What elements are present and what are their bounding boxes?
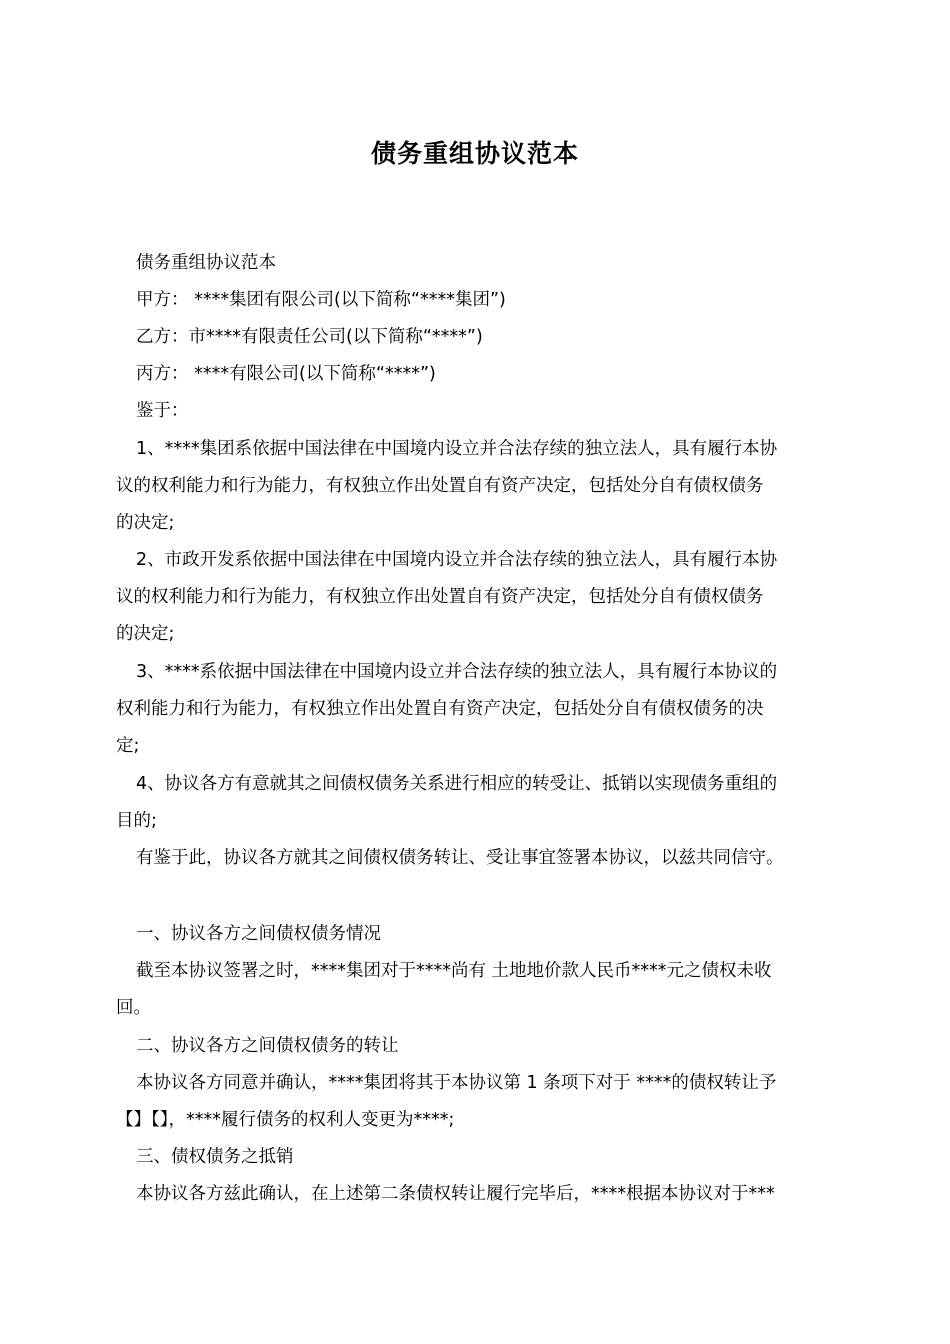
paragraph-line: 议的权利能力和行为能力，有权独立作出处置自有资产决定，包括处分自有债权债务: [116, 476, 764, 496]
paragraph-line: 2、市政开发系依据中国法律在中国境内设立并合法存续的独立法人，具有履行本协: [136, 550, 778, 570]
paragraph-line: 3、****系依据中国法律在中国境内设立并合法存续的独立法人，具有履行本协议的: [136, 662, 778, 682]
paragraph-line: 目的;: [116, 811, 157, 831]
paragraph-line: 的决定;: [116, 624, 175, 644]
section-heading: 二、协议各方之间债权债务的转让: [136, 1036, 399, 1056]
paragraph-line: 回。: [116, 998, 151, 1018]
section-heading: 一、协议各方之间债权债务情况: [136, 924, 381, 944]
paragraph-line: 权利能力和行为能力，有权独立作出处置自有资产决定，包括处分自有债权债务的决: [116, 699, 764, 719]
paragraph-line: 1、****集团系依据中国法律在中国境内设立并合法存续的独立法人，具有履行本协: [136, 439, 778, 459]
paragraph-line: 债务重组协议范本: [136, 253, 276, 273]
paragraph-line: 【】【】，****履行债务的权利人变更为****;: [116, 1110, 455, 1130]
paragraph-line: 本协议各方兹此确认，在上述第二条债权转让履行完毕后，****根据本协议对于***: [136, 1184, 775, 1204]
paragraph-line: 的决定;: [116, 513, 175, 533]
document-title: 债务重组协议范本: [370, 139, 579, 168]
paragraph-line: 有鉴于此，协议各方就其之间债权债务转让、受让事宜签署本协议，以兹共同信守。: [136, 848, 784, 868]
paragraph-line: 本协议各方同意并确认，****集团将其于本协议第 1 条项下对于 ****的债权转让予: [136, 1073, 777, 1093]
paragraph-line: 定;: [116, 736, 140, 756]
party-b-line: 乙方：市****有限责任公司(以下简称“****”): [136, 327, 483, 347]
paragraph-line: 4、协议各方有意就其之间债权债务关系进行相应的转受让、抵销以实现债务重组的: [136, 774, 778, 794]
section-heading: 三、债权债务之抵销: [136, 1147, 294, 1167]
party-c-line: 丙方： ****有限公司(以下简称“****”): [136, 364, 436, 384]
paragraph-line: 议的权利能力和行为能力，有权独立作出处置自有资产决定，包括处分自有债权债务: [116, 587, 764, 607]
paragraph-line: 截至本协议签署之时，****集团对于****尚有 土地地价款人民币****元之债权未收: [136, 961, 772, 981]
whereas-heading: 鉴于：: [136, 401, 189, 421]
party-a-line: 甲方： ****集团有限公司(以下简称“****集团”): [136, 290, 506, 310]
